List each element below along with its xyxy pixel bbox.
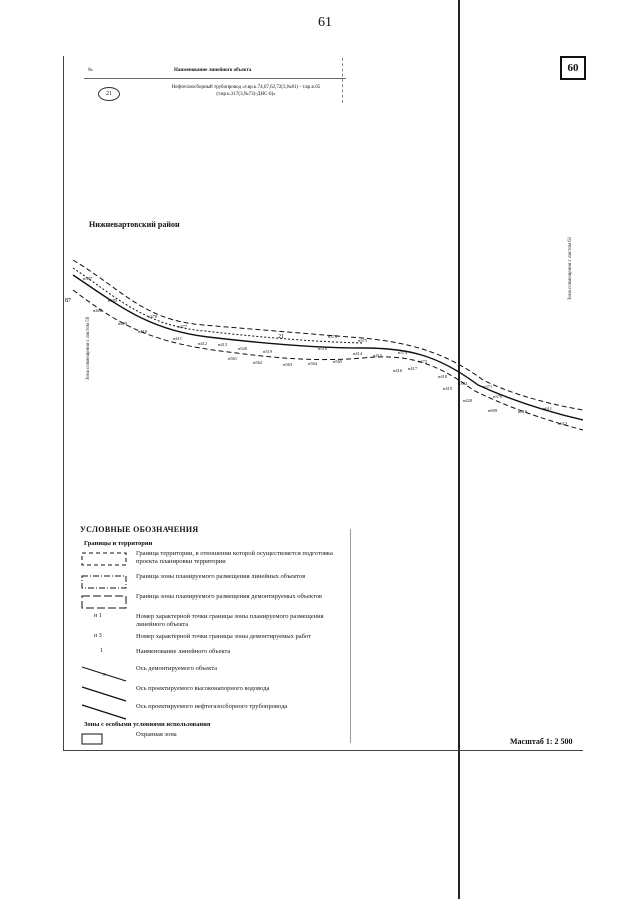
line-icon xyxy=(80,685,130,703)
district-label: Нижневартовский район xyxy=(89,220,180,229)
object-name-line1: Нефтегазосборный трубопровод «т.вр.к.74,67,62,72(3,№81) - т.вр.к.65 xyxy=(171,85,321,90)
legend-text: Номер характерной точки границы зоны демонтируемых работ xyxy=(136,633,311,640)
point-label: н563 xyxy=(283,362,293,367)
point-label: н565 xyxy=(333,359,343,364)
point-label: н518 xyxy=(318,346,328,351)
demolished-axis xyxy=(73,268,363,343)
point-label: н410 xyxy=(138,329,148,334)
legend-text: Ось проектируемого нефтегазосборного трубопровода xyxy=(136,703,288,710)
point-label: н420 xyxy=(463,398,473,403)
point-label: н372 xyxy=(458,381,468,386)
map-canvas xyxy=(63,230,583,470)
map-object-id: 21 xyxy=(278,334,284,340)
point-label: н419 xyxy=(443,386,453,391)
legend-text: Граница территории, в отношении которой осуществляется подготовка проекта планировки территории xyxy=(136,550,333,565)
point-label: н385 xyxy=(108,298,118,303)
point-label: н412 xyxy=(198,341,208,346)
legend-text: Ось демонтируемого объекта xyxy=(136,665,217,672)
point-label: н564 xyxy=(308,361,318,366)
point-label: н387 xyxy=(83,276,93,281)
legend-text: Граница зоны планируемого размещения демонтируемых объектов xyxy=(136,593,322,600)
point-label: н610 xyxy=(518,409,528,414)
legend xyxy=(74,525,352,743)
dashed-box-icon xyxy=(80,550,130,568)
legend-section-zones: Зоны с особыми условиями использования xyxy=(84,721,211,728)
page-number: 61 xyxy=(318,15,332,30)
point-label: н612 xyxy=(558,421,568,426)
object-number-icon: 1 xyxy=(100,648,103,654)
legend-row xyxy=(80,573,350,591)
point-label: н415 xyxy=(373,353,383,358)
object-name-line2: (т.вр.к.317(3,№73)-ДНС-6)» xyxy=(216,92,276,97)
point-label: н371 xyxy=(483,384,493,389)
point-labels xyxy=(83,276,567,426)
map-left-number: 87 xyxy=(65,298,71,304)
cross-line-icon xyxy=(80,665,130,683)
legend-row xyxy=(80,593,350,611)
point-label: н414 xyxy=(353,351,363,356)
point-label: н418 xyxy=(438,374,448,379)
protect-zone-icon xyxy=(80,731,130,749)
point-marker-icon: н 1 xyxy=(94,613,102,619)
side-label-left: Зона совмещения с листом 59 xyxy=(86,316,91,380)
legend-text: Наименование линейного объекта xyxy=(136,648,231,655)
point-label: н376 xyxy=(328,334,338,339)
object-name xyxy=(156,84,336,98)
point-label: н417 xyxy=(408,366,418,371)
point-label: н561 xyxy=(228,356,238,361)
point-marker-icon: н 3 xyxy=(94,633,102,639)
legend-text: Граница зоны планируемого размещения линейных объектов xyxy=(136,573,306,580)
point-label: н377 xyxy=(178,324,188,329)
scale-label: Масштаб 1: 2 500 xyxy=(510,737,573,746)
legend-text: Ось проектируемого высоконапорного водовода xyxy=(136,685,270,692)
side-label-right: Зона совмещения с листом 61 xyxy=(568,236,573,300)
legend-row xyxy=(80,613,350,631)
line-icon xyxy=(80,703,130,721)
legend-row xyxy=(80,685,350,703)
legend-row xyxy=(80,703,350,721)
legend-title: УСЛОВНЫЕ ОБОЗНАЧЕНИЯ xyxy=(80,525,199,534)
title-divider xyxy=(84,78,346,79)
point-label: н409 xyxy=(118,321,128,326)
object-number-badge: 21 xyxy=(98,87,120,101)
sheet-number-badge: 60 xyxy=(560,56,586,80)
long-dash-box-icon xyxy=(80,593,130,611)
frame-bottom-edge xyxy=(63,750,583,751)
point-label: н609 xyxy=(488,408,498,413)
point-label: н611 xyxy=(543,406,552,411)
legend-text: Охранная зона xyxy=(136,731,177,738)
point-label: н562 xyxy=(253,360,263,365)
legend-row xyxy=(80,550,350,568)
point-label: н520 xyxy=(238,346,248,351)
legend-row xyxy=(80,665,350,683)
title-col-name: Наименование линейного объекта xyxy=(174,68,252,73)
point-label: н378 xyxy=(148,314,158,319)
point-label: н370 xyxy=(493,394,503,399)
point-label: н519 xyxy=(263,349,273,354)
dash-dot-box-icon xyxy=(80,573,130,591)
legend-section-boundaries: Границы и территории xyxy=(84,540,153,547)
point-label: н416 xyxy=(393,368,403,373)
svg-text:×: × xyxy=(102,671,106,679)
point-label: н411 xyxy=(173,336,182,341)
title-border xyxy=(342,58,343,103)
title-block xyxy=(84,58,346,103)
legend-row xyxy=(80,731,350,749)
point-label: н413 xyxy=(218,342,228,347)
legend-text: Номер характерной точки границы зоны планируемого размещения линейного объекта xyxy=(136,613,324,628)
point-label: н373 xyxy=(418,359,428,364)
title-col-no: № xyxy=(88,68,93,73)
legend-row xyxy=(80,648,350,666)
point-label: н374 xyxy=(398,350,408,355)
point-label: н375 xyxy=(358,338,368,343)
pipeline-axis xyxy=(73,275,583,420)
point-label: н408 xyxy=(93,308,103,313)
